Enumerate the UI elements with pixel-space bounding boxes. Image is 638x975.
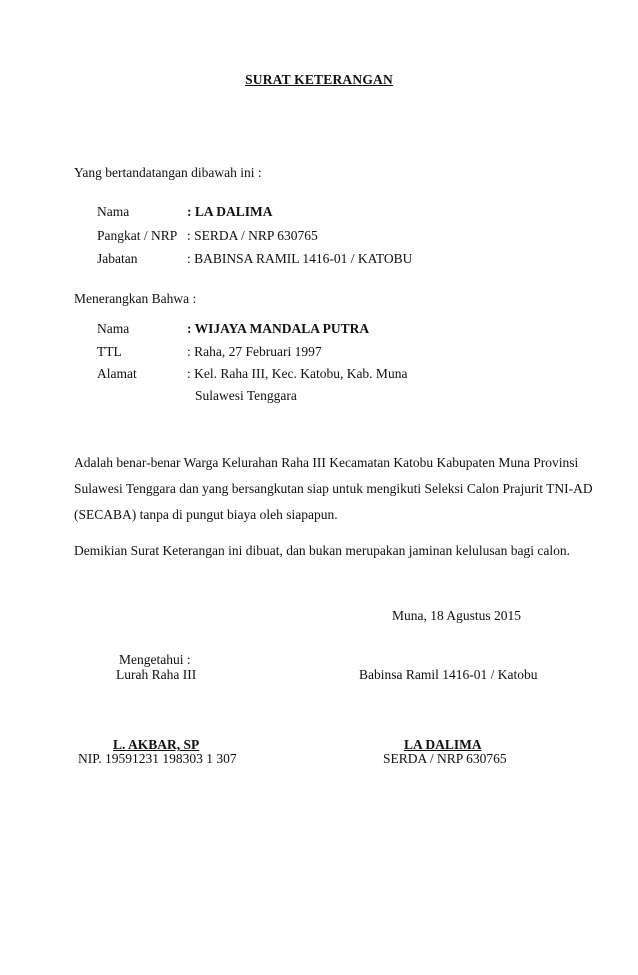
field-label: Nama — [97, 204, 130, 219]
field-label: TTL — [97, 344, 122, 359]
field-value: : BABINSA RAMIL 1416-01 / KATOBU — [187, 251, 413, 266]
field-label: Pangkat / NRP — [97, 228, 178, 243]
right-sign-name: LA DALIMA — [404, 737, 482, 752]
field-value: : WIJAYA MANDALA PUTRA — [187, 321, 370, 336]
place-date: Muna, 18 Agustus 2015 — [392, 608, 522, 623]
left-sign-title: Lurah Raha III — [116, 667, 197, 682]
body-paragraph — [74, 450, 593, 528]
address-continuation: Sulawesi Tenggara — [195, 388, 297, 403]
body-line: Sulawesi Tenggara dan yang bersangkutan siap untuk mengikuti Seleksi Calon Prajurit TNI-AD — [74, 481, 593, 496]
right-sign-id: SERDA / NRP 630765 — [383, 751, 507, 766]
field-label: Jabatan — [97, 251, 138, 266]
closing-text: Demikian Surat Keterangan ini dibuat, dan bukan merupakan jaminan kelulusan bagi calon. — [74, 543, 570, 558]
left-sign-heading: Mengetahui : — [119, 652, 191, 667]
field-value: : Raha, 27 Februari 1997 — [187, 344, 322, 359]
document-title: SURAT KETERANGAN — [245, 72, 393, 87]
body-line: (SECABA) tanpa di pungut biaya oleh siapapun. — [74, 507, 338, 522]
body-line: Adalah benar-benar Warga Kelurahan Raha III Kecamatan Katobu Kabupaten Muna Provinsi — [74, 455, 579, 470]
field-label: Nama — [97, 321, 130, 336]
left-sign-id: NIP. 19591231 198303 1 307 — [78, 751, 237, 766]
field-value: : Kel. Raha III, Kec. Katobu, Kab. Muna — [187, 366, 408, 381]
intro-text: Yang bertandatangan dibawah ini : — [74, 165, 262, 180]
declares-text: Menerangkan Bahwa : — [74, 291, 197, 306]
field-value: : SERDA / NRP 630765 — [187, 228, 318, 243]
field-label: Alamat — [97, 366, 137, 381]
field-value: : LA DALIMA — [187, 204, 273, 219]
left-sign-name: L. AKBAR, SP — [113, 737, 200, 752]
right-sign-title: Babinsa Ramil 1416-01 / Katobu — [359, 667, 538, 682]
